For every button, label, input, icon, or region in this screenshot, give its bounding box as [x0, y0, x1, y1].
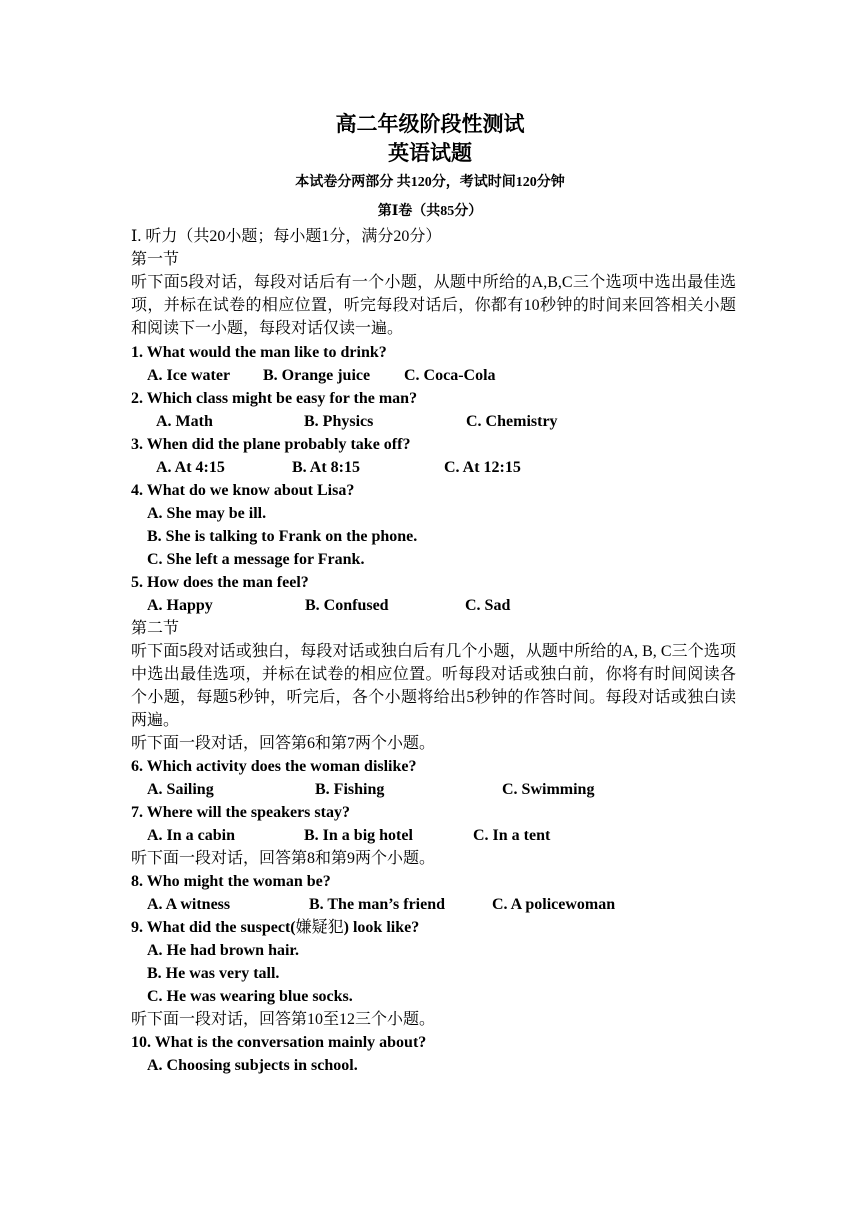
exam-info: 本试卷分两部分 共120分，考试时间120分钟 [295, 175, 565, 190]
question-stem: 4. What do we know about Lisa? [131, 481, 355, 499]
option-c: C. She left a message for Frank. [147, 550, 365, 568]
volume-heading: 第Ⅰ卷（共85分） [377, 204, 483, 219]
option-c: C. At 12:15 [444, 458, 521, 476]
option-b: B. Orange juice [263, 366, 371, 384]
option-a: A. At 4:15 [156, 458, 225, 476]
option-c: C. Coca-Cola [404, 366, 496, 384]
option-row [131, 778, 736, 801]
section-label: 第二节 [131, 619, 180, 637]
option-b: B. At 8:15 [292, 458, 360, 476]
question-stem: 2. Which class might be easy for the man? [131, 389, 418, 407]
option-a: A. Sailing [147, 781, 214, 799]
option-row [131, 410, 736, 433]
option-b: B. Physics [304, 412, 374, 430]
option-c: C. Chemistry [466, 412, 558, 430]
page-subtitle: 英语试题 [388, 141, 472, 165]
question-stem: 9. What did the suspect(嫌疑犯) look like? [131, 919, 420, 937]
section-label: 第一节 [131, 251, 180, 268]
section-instructions: 听下面5段对话，每段对话后有一个小题，从题中所给的A,B,C三个选项中选出最佳选项，并标在试卷的相应位置，听完每段对话后，你都有10秒钟的时间来回答相关小题和阅读下一小题，每段对话仅读一遍。 [131, 274, 736, 338]
option-b: B. In a big hotel [304, 827, 413, 845]
question-stem: 10. What is the conversation mainly about? [131, 1034, 427, 1052]
option-c: C. A policewoman [492, 896, 616, 914]
option-c: C. Swimming [502, 781, 595, 799]
question-stem: 6. Which activity does the woman dislike? [131, 758, 417, 776]
option-row [131, 893, 736, 916]
option-row [131, 594, 736, 617]
section-instructions: 听下面5段对话或独白，每段对话或独白后有几个小题，从题中所给的A, B, C三个选项中选出最佳选项，并标在试卷的相应位置。听每段对话或独白前，你将有时间阅读各个小题，每题5秒钟，听完后，各个小题将给出5秒钟的作答时间。每段对话或独白读两遍。 [131, 642, 736, 730]
option-b: B. Fishing [315, 781, 385, 799]
option-row [131, 364, 736, 387]
question-stem: 3. When did the plane probably take off? [131, 435, 411, 453]
option-a: A. Happy [147, 596, 213, 614]
option-a: A. Ice water [147, 366, 231, 384]
option-a: A. In a cabin [147, 827, 236, 845]
option-a: A. Choosing subjects in school. [147, 1057, 358, 1075]
question-stem: 1. What would the man like to drink? [131, 343, 387, 361]
part-heading: Ⅰ. 听力（共20小题；每小题1分，满分20分） [131, 228, 442, 245]
question-stem: 5. How does the man feel? [131, 573, 309, 591]
option-c: C. Sad [465, 596, 511, 614]
option-a: A. A witness [147, 896, 231, 914]
option-a: A. Math [156, 412, 213, 430]
question-stem: 8. Who might the woman be? [131, 873, 331, 891]
option-c: C. He was wearing blue socks. [147, 988, 353, 1006]
option-c: C. In a tent [473, 827, 551, 845]
dialogue-note: 听下面一段对话，回答第10至12三个小题。 [131, 1011, 436, 1029]
option-b: B. He was very tall. [147, 965, 280, 983]
option-b: B. She is talking to Frank on the phone. [147, 527, 418, 545]
question-stem: 7. Where will the speakers stay? [131, 804, 350, 822]
option-a: A. She may be ill. [147, 504, 267, 522]
option-a: A. He had brown hair. [147, 942, 300, 960]
option-b: B. Confused [305, 596, 389, 614]
exam-body [131, 225, 736, 1077]
dialogue-note: 听下面一段对话，回答第6和第7两个小题。 [131, 735, 436, 753]
page-title: 高二年级阶段性测试 [335, 112, 525, 136]
option-b: B. The man’s friend [309, 896, 446, 914]
dialogue-note: 听下面一段对话，回答第8和第9两个小题。 [131, 850, 436, 868]
option-row [131, 456, 736, 479]
option-row [131, 824, 736, 847]
